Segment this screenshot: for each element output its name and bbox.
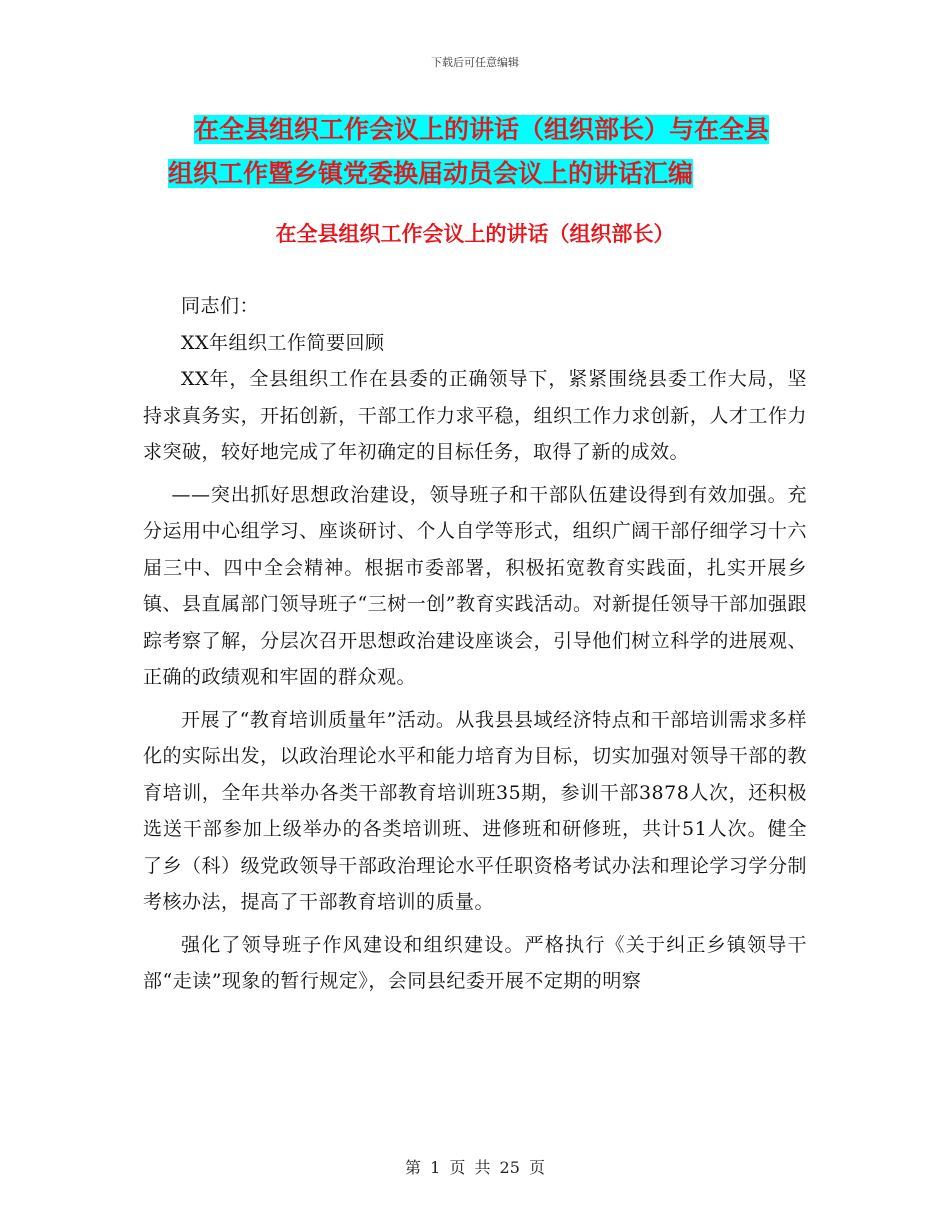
page-footer: 第 1 页 共 25 页 bbox=[405, 1158, 545, 1177]
paragraph: ——突出抓好思想政治建设，领导班子和干部队伍建设得到有效加强。充分运用中心组学习、座谈研讨、个人自学等形式，组织广阔干部仔细学习十六届三中、四中全会精神。根据市委部署，积极拓宽教育实践面，扎实开展乡镇、县直属部门领导班子“三树一创”教育实践活动。对新提任领导干部加强跟踪考察了解，分层次召开思想政治建设座谈会，引导他们树立科学的进展观、正确的政绩观和牢固的群众观。 bbox=[143, 483, 807, 688]
paragraph: XX年，全县组织工作在县委的正确领导下，紧紧围绕县委工作大局，坚持求真务实，开拓创新，干部工作力求平稳，组织工作力求创新，人才工作力求突破，较好地完成了年初确定的目标任务，取得了新的成效。 bbox=[143, 368, 807, 463]
title-line-1: 在全县组织工作会议上的讲话（组织部长）与在全县 bbox=[194, 115, 770, 144]
document-title bbox=[168, 108, 818, 196]
section-title: 在全县组织工作会议上的讲话（组织部长） bbox=[275, 222, 675, 246]
salutation: 同志们： bbox=[181, 295, 260, 317]
subheading: XX年组织工作简要回顾 bbox=[181, 331, 385, 354]
title-line-2: 组织工作暨乡镇党委换届动员会议上的讲话汇编 bbox=[168, 159, 694, 188]
document-body bbox=[143, 288, 807, 1006]
header-note: 下载后可任意编辑 bbox=[431, 56, 519, 69]
paragraph: 开展了“教育培训质量年”活动。从我县县域经济特点和干部培训需求多样化的实际出发，以政治理论水平和能力培育为目标，切实加强对领导干部的教育培训，全年共举办各类干部教育培训班35期，参训干部3878人次，还积极选送干部参加上级举办的各类培训班、进修班和研修班，共计51人次。健全了乡（科）级党政领导干部政治理论水平任职资格考试办法和理论学习学分制考核办法，提高了干部教育培训的质量。 bbox=[143, 708, 807, 913]
paragraph: 强化了领导班子作风建设和组织建设。严格执行《关于纠正乡镇领导干部“走读”现象的暂行规定》，会同县纪委开展不定期的明察 bbox=[143, 933, 807, 992]
